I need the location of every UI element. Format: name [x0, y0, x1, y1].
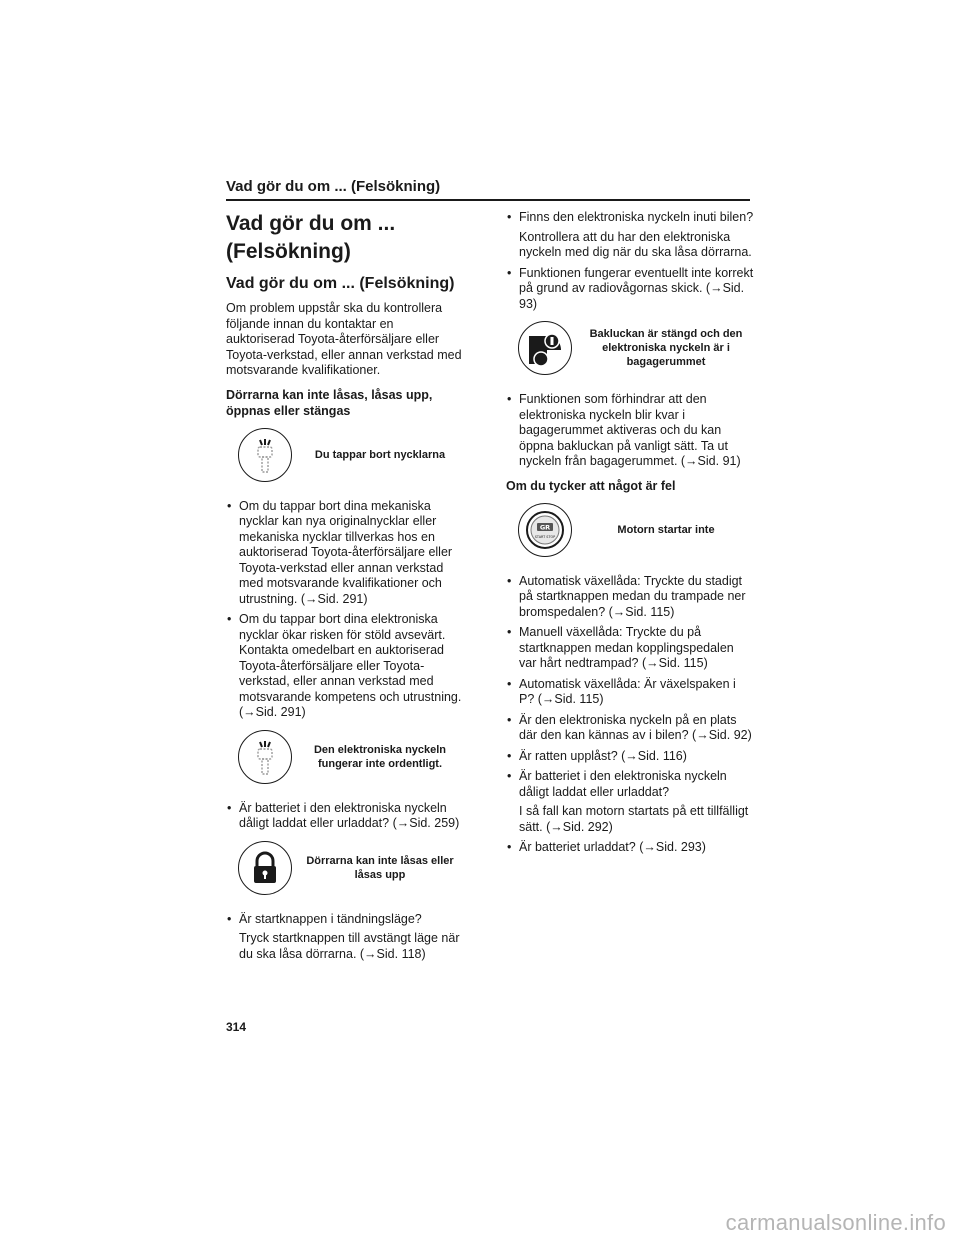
door-problems-heading: Dörrarna kan inte låsas, låsas upp, öppnas eller stängas: [226, 387, 433, 418]
section-header-title: Vad gör du om ... (Felsökning): [226, 178, 441, 195]
start-button-icon: [518, 503, 572, 557]
bullet-car-battery: • Är batteriet urladdat? (→Sid. 293): [506, 840, 754, 856]
header-divider: [226, 199, 750, 201]
intro-paragraph: Om problem uppstår ska du kontrollera följande innan du kontaktar en auktoriserad Toyota-återförsäljare eller Toyota-verkstad, eller annan verkstad med motsvarande kvalifikationer.: [226, 301, 462, 377]
bullet-key-battery-low: • Är batteriet i den elektroniska nyckeln dåligt laddat eller urladdat? (→Sid. 259): [226, 801, 462, 832]
trunk-key-icon: [518, 321, 572, 375]
page-number: 314: [226, 1020, 247, 1034]
padlock-icon: [238, 841, 292, 895]
figure-engine-no-start: [518, 502, 754, 558]
left-column: [226, 210, 462, 967]
bullet-key-detectable: • Är den elektroniska nyckeln på en plats där den kan kännas av i bilen? (→Sid. 92): [506, 713, 754, 744]
bullet-start-button-ignition: [226, 912, 462, 963]
key-icon: [238, 428, 292, 482]
bullet-steering-unlocked: • Är ratten upplåst? (→Sid. 116): [506, 749, 754, 765]
page-title-line-2: (Felsökning): [226, 240, 351, 263]
figure-key-malfunction: [238, 729, 462, 785]
bullet-key-battery: [506, 769, 754, 835]
bullet-start-button-ignition-note: Tryck startknappen till avstängt läge när du ska låsa dörrarna. (→Sid. 118): [239, 931, 460, 961]
bullet-key-battery-text: Är batteriet i den elektroniska nyckeln dåligt laddat eller urladdat?: [519, 769, 727, 799]
bullet-manual-clutch: • Manuell växellåda: Tryckte du på startknappen medan kopplingspedalen var hårt nedtrampad? (→Sid. 115): [506, 625, 754, 672]
figure-door-locks: [238, 840, 462, 896]
figure-door-locks-caption: Dörrarna kan inte låsas eller låsas upp: [306, 854, 454, 881]
bullet-key-battery-note: I så fall kan motorn startats på ett tillfälligt sätt. (→Sid. 292): [519, 804, 749, 834]
bullet-automatic-park: • Automatisk växellåda: Är växelspaken i P? (→Sid. 115): [506, 677, 754, 708]
figure-engine-no-start-caption: Motorn startar inte: [617, 523, 715, 536]
bullet-radio-waves: • Funktionen fungerar eventuellt inte korrekt på grund av radiovågornas skick. (→Sid. 93): [506, 266, 754, 313]
page-title-line-1: Vad gör du om ...: [226, 212, 396, 235]
bullet-key-inside-car-text: Finns den elektroniska nyckeln inuti bilen?: [519, 210, 754, 224]
page-title: [226, 210, 462, 266]
watermark: carmanualsonline.info: [725, 1210, 946, 1235]
figure-lost-keys-caption: Du tappar bort nycklarna: [314, 448, 446, 461]
bullet-key-inside-car-note: Kontrollera att du har den elektroniska nyckeln med dig när du ska låsa dörrarna.: [519, 229, 752, 259]
figure-trunk-closed-caption: Bakluckan är stängd och den elektroniska nyckeln är i bagagerummet: [589, 328, 743, 368]
something-wrong-heading: Om du tycker att något är fel: [506, 478, 676, 493]
key-icon: [238, 730, 292, 784]
start-button-gr-text: GR: [539, 523, 551, 531]
bullet-key-inside-car: [506, 210, 754, 261]
right-column: [506, 210, 754, 861]
bullet-lost-electronic-keys: • Om du tappar bort dina elektroniska nycklar ökar risken för stöld avsevärt. Kontakta omedelbart en auktoriserad Toyota-återförsäljare eller Toyota-verkstad, eller annan verkstad med motsvarande kompetens och utrustning. (→Sid. 291): [226, 612, 462, 721]
figure-lost-keys: [238, 427, 462, 483]
bullet-lost-mechanical-keys: • Om du tappar bort dina mekaniska nycklar kan nya originalnycklar eller mekaniska nycklar tillverkas hos en auktoriserad Toyota-återförsäljare eller Toyota-verkstad eller annan verkstad med motsvarande kvalifikationer och utrustning. (→Sid. 291): [226, 499, 462, 608]
figure-trunk-closed: [518, 320, 754, 376]
bullet-trunk-function: • Funktionen som förhindrar att den elektroniska nyckeln blir kvar i bagagerummet aktiveras och du kan öppna bakluckan på vanligt sätt. Ta ut nyckeln från bagagerummet. (→Sid. 91): [506, 392, 754, 470]
section-subtitle: Vad gör du om ... (Felsökning): [226, 275, 455, 292]
bullet-automatic-brake: • Automatisk växellåda: Tryckte du stadigt på startknappen medan du trampade ner bromspedalen? (→Sid. 115): [506, 574, 754, 621]
start-button-label-text: START STOP: [534, 534, 556, 539]
figure-key-malfunction-caption: Den elektroniska nyckeln fungerar inte ordentligt.: [313, 743, 447, 770]
bullet-start-button-ignition-text: Är startknappen i tändningsläge?: [239, 911, 422, 926]
